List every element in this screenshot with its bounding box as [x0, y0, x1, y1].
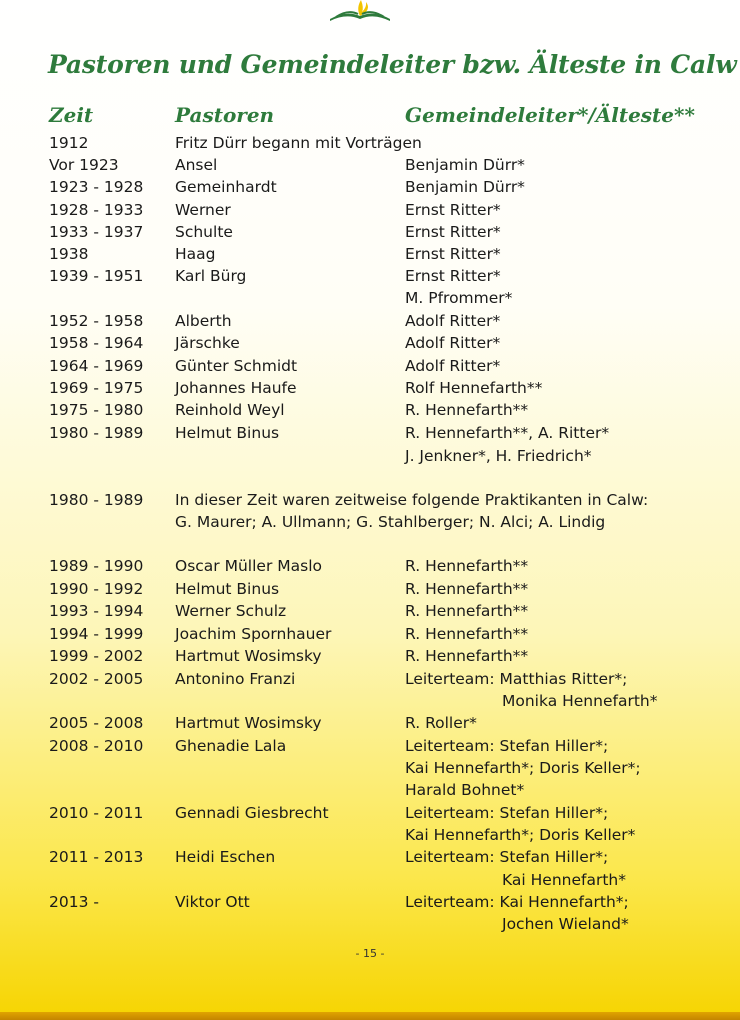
row-leiter: Adolf Ritter*: [405, 357, 501, 375]
page-number: - 15 -: [355, 947, 385, 960]
row-leiter: Monika Hennefarth*: [502, 692, 658, 710]
row-zeit: Vor 1923: [49, 156, 119, 174]
column-header-pastoren: Pastoren: [175, 103, 275, 127]
row-pastor: G. Maurer; A. Ullmann; G. Stahlberger; N. Alci; A. Lindig: [175, 513, 606, 531]
row-pastor: Karl Bürg: [175, 267, 247, 285]
row-leiter: Ernst Ritter*: [405, 245, 501, 263]
row-leiter: R. Hennefarth**: [405, 580, 529, 598]
row-leiter: R. Hennefarth**: [405, 647, 529, 665]
row-zeit: 1975 - 1980: [49, 401, 144, 419]
row-leiter: R. Hennefarth**: [405, 401, 529, 419]
row-leiter: Jochen Wieland*: [502, 915, 629, 933]
row-zeit: 2010 - 2011: [49, 804, 144, 822]
row-zeit: 1912: [49, 134, 89, 152]
row-leiter: Leiterteam: Stefan Hiller*;: [405, 737, 609, 755]
row-leiter: Ernst Ritter*: [405, 267, 501, 285]
row-zeit: 1999 - 2002: [49, 647, 144, 665]
column-header-zeit: Zeit: [49, 103, 94, 127]
row-pastor: Joachim Spornhauer: [175, 625, 332, 643]
row-zeit: 1958 - 1964: [49, 334, 144, 352]
row-pastor: Gennadi Giesbrecht: [175, 804, 329, 822]
row-leiter: Leiterteam: Matthias Ritter*;: [405, 670, 628, 688]
row-zeit: 2011 - 2013: [49, 848, 144, 866]
row-pastor: Hartmut Wosimsky: [175, 714, 322, 732]
row-zeit: 1980 - 1989: [49, 424, 144, 442]
row-zeit: 1994 - 1999: [49, 625, 144, 643]
row-pastor: Hartmut Wosimsky: [175, 647, 322, 665]
row-zeit: 1928 - 1933: [49, 201, 144, 219]
row-zeit: 2002 - 2005: [49, 670, 144, 688]
row-zeit: 1969 - 1975: [49, 379, 144, 397]
row-pastor: Alberth: [175, 312, 232, 330]
row-pastor: Oscar Müller Maslo: [175, 557, 322, 575]
row-pastor: Günter Schmidt: [175, 357, 298, 375]
row-pastor: Antonino Franzi: [175, 670, 296, 688]
row-leiter: R. Hennefarth**, A. Ritter*: [405, 424, 610, 442]
row-pastor: Werner: [175, 201, 231, 219]
row-leiter: R. Hennefarth**: [405, 625, 529, 643]
row-leiter: Kai Hennefarth*: [502, 871, 626, 889]
row-leiter: Kai Hennefarth*; Doris Keller*: [405, 826, 636, 844]
row-zeit: 2008 - 2010: [49, 737, 144, 755]
row-leiter: Kai Hennefarth*; Doris Keller*;: [405, 759, 641, 777]
row-pastor: Haag: [175, 245, 216, 263]
row-zeit: 1980 - 1989: [49, 491, 144, 509]
row-leiter: Ernst Ritter*: [405, 223, 501, 241]
row-zeit: 1939 - 1951: [49, 267, 144, 285]
row-pastor: Helmut Binus: [175, 580, 280, 598]
row-pastor: Gemeinhardt: [175, 178, 277, 196]
row-leiter: R. Hennefarth**: [405, 602, 529, 620]
row-leiter: M. Pfrommer*: [405, 289, 513, 307]
row-zeit: 1952 - 1958: [49, 312, 144, 330]
row-zeit: 2005 - 2008: [49, 714, 144, 732]
row-leiter: R. Roller*: [405, 714, 477, 732]
row-zeit: 1964 - 1969: [49, 357, 144, 375]
row-zeit: 1933 - 1937: [49, 223, 144, 241]
row-pastor: Reinhold Weyl: [175, 401, 285, 419]
row-pastor: Heidi Eschen: [175, 848, 276, 866]
row-pastor: Werner Schulz: [175, 602, 287, 620]
row-leiter: Adolf Ritter*: [405, 312, 501, 330]
row-leiter: Leiterteam: Kai Hennefarth*;: [405, 893, 629, 911]
column-header-leiter: Gemeindeleiter*/Älteste**: [405, 103, 695, 127]
row-pastor: Helmut Binus: [175, 424, 280, 442]
page-edge: [0, 1012, 740, 1020]
row-leiter: R. Hennefarth**: [405, 557, 529, 575]
row-pastor: Fritz Dürr begann mit Vorträgen: [175, 134, 422, 152]
book-flame-logo: [326, 0, 394, 22]
row-zeit: 2013 -: [49, 893, 99, 911]
row-pastor: Schulte: [175, 223, 233, 241]
row-leiter: Benjamin Dürr*: [405, 156, 525, 174]
row-leiter: Adolf Ritter*: [405, 334, 501, 352]
row-zeit: 1993 - 1994: [49, 602, 144, 620]
row-pastor: Johannes Haufe: [175, 379, 297, 397]
row-leiter: Leiterteam: Stefan Hiller*;: [405, 848, 609, 866]
page-title: Pastoren und Gemeindeleiter bzw. Älteste in Calw: [48, 50, 737, 79]
row-leiter: Leiterteam: Stefan Hiller*;: [405, 804, 609, 822]
row-zeit: 1923 - 1928: [49, 178, 144, 196]
row-leiter: Benjamin Dürr*: [405, 178, 525, 196]
row-pastor: Järschke: [175, 334, 240, 352]
row-pastor: Ansel: [175, 156, 218, 174]
row-zeit: 1990 - 1992: [49, 580, 144, 598]
row-leiter: Ernst Ritter*: [405, 201, 501, 219]
row-leiter: J. Jenkner*, H. Friedrich*: [405, 447, 592, 465]
row-zeit: 1989 - 1990: [49, 557, 144, 575]
row-pastor: Ghenadie Lala: [175, 737, 287, 755]
row-leiter: Rolf Hennefarth**: [405, 379, 543, 397]
row-pastor: Viktor Ott: [175, 893, 250, 911]
row-zeit: 1938: [49, 245, 89, 263]
row-leiter: Harald Bohnet*: [405, 781, 525, 799]
row-pastor: In dieser Zeit waren zeitweise folgende Praktikanten in Calw:: [175, 491, 649, 509]
